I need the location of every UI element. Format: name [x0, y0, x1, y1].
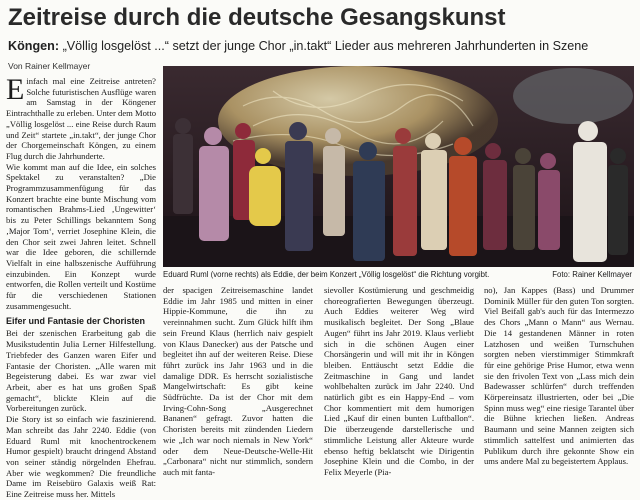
byline: Von Rainer Kellmayer: [8, 61, 91, 71]
article-column-4: [484, 285, 634, 467]
paragraph-intro: infach mal eine Zeitreise antreten? Solche futuristischen Ausflüge waren am Samstag in der Köngener Eintrachthalle zu erleben. Unter dem Motto „Völlig losgelöst ... eine Reise durch Raum und Zeit“ startete „in.takt“, der junge Chor der Chorgemeinschaft Köngen, zu einem Flug durch die Jahrhunderte.: [6, 76, 156, 161]
paragraph-idea: Wie kommt man auf die Idee, ein solches Spektakel zu veranstalten? „Die Programmzusammenfügung für das Konzert brachte eine bunte Mischung vom romantischen Brahms-Lied ‚Ungewitter‘ bis zu Peter Schillings bekanntem Song ‚Major Tom‘, verriet Josephine Klein, die den Chor seit zwei Jahren leitet. Schnell war die Idee geboren, die schillernde Vielfalt in eine halbszenische Aufführung einzubinden. Ein Konzept wurde entworfen, die Rollen verteilt und Kostüme für die verschiedenen Stationen zusammengesucht.: [6, 161, 156, 311]
article-column-3: [324, 285, 474, 477]
paragraph-rehearsal: Bei der szenischen Erarbeitung gab die Musikstudentin Julia Lerner Hilfestellung. Triebfeder des Ganzen waren Eifer und Fantasie der Choristen. „Alle waren mit Begeisterung dabei. Es war zwar viel Arbeit, aber es hat uns großen Spaß gemacht“, blickte Klein auf die Vorbereitungen zurück.: [6, 328, 156, 414]
column-2-text: der spacigen Zeitreisemaschine landet Eddie im Jahr 1985 und mitten in einer Hippie-Kommune, die ihn zu vereinnahmen sucht. Zum Glück hilft ihm sein Freund Klaus (herrlich naiv gespielt von Klaus Danecker) aus der Patsche und begleitet ihn auf der weiteren Reise. Diese führt zurück ins Jahr 1963 und in die damalige DDR. Es herrscht sozialistische Mangelwirtschaft: Es gibt keine Südfrüchte. Da ist der Chor mit dem Irving-Cohn-Song „Ausgerechnet Bananen“ gefragt. Zuvor hatten die Choristen bereits mit zündenden Liedern wie „Ich war noch niemals in New York“ oder dem Neue-Deutsche-Welle-Hit „Carbonara“ nicht nur stimmlich, sondern auch mit fanta-: [163, 285, 313, 477]
column-3-text: sievoller Kostümierung und geschmeidig choreografierten Bewegungen überzeugt. Auch Eddies weiterer Weg wird musikalisch begleitet. Der Song „Blaue Augen“ führt ins Jahr 2019. Klaus verliebt sich in die schönen Augen einer Chorsängerin und will mit ihr in Köngen bleiben. Enttäuscht setzt Eddie die Zeitmaschine in Gang und landet wohlbehalten zurück im Jahr 2240. Und natürlich gibt es ein Happy-End – vom Chor kommentiert mit dem humorigen Lied „Kauf dir einen bunten Luftballon“. Die überzeugende darstellerische und stimmliche Leistung aller Akteure wurde ebenso heftig beklatscht wie Dirigentin Josephine Klein und die Combo, in der Felix Meyerle (Pia-: [324, 285, 474, 477]
subheadline-location: Köngen:: [8, 39, 60, 53]
drop-cap: E: [6, 73, 25, 106]
section-heading: Eifer und Fantasie der Choristen: [6, 316, 146, 327]
photo-caption: Eduard Ruml (vorne rechts) als Eddie, der beim Konzert „Völlig losgelöst“ die Richtung vorgibt.: [163, 270, 490, 279]
subheadline-text: „Völlig losgelöst ...“ setzt der junge Chor „in.takt“ Lieder aus mehreren Jahrhunderten in Szene: [59, 39, 589, 53]
paragraph-story: Die Story ist so einfach wie faszinierend. Man schreibt das Jahr 2240. Eddie (von Eduard Ruml mit knochentrockenem Humor gespielt) braucht dringend Abstand von seiner ständig nörgelnden Ehefrau. Aber wie wegkommen? Die freundliche Dame im Reisebüro Galaxis weiß Rat: Eine Zeitreise muss her. Mittels: [6, 414, 156, 500]
subheadline: [8, 38, 632, 54]
photo-caption-row: [163, 269, 634, 281]
concert-photo: [163, 66, 634, 267]
headline: Zeitreise durch die deutsche Gesangskunst: [8, 4, 506, 31]
choir-on-stage-illustration: [163, 66, 634, 267]
column-4-text: no), Jan Kappes (Bass) und Drummer Dominik Müller für den guten Ton sorgten. Viel Beifall gab's auch für das Intermezzo des Chors „Mann o Mann“ aus Wernau. Die 14 gestandenen Männer in roten Latzhosen und weißen Turnschuhen sorgten neben vierstimmiger Stimmkraft für eine gehörige Prise Humor, etwa wenn sie den frivolen Text von „Lass mich dein Badewasser schlürfen“ durch treffenden Körpereinsatz illustrierten, oder bei „Die Spinn muss weg“ eine riesige Tarantel über die Bühne kriechen ließen. Andreas Baumann und seine Mannen zeigten sich stimmlich sattelfest und animierten das Publikum durch ihre gekonnte Show ein ums andere Mal zu begeistertem Applaus.: [484, 285, 634, 467]
article-column-2: [163, 285, 313, 477]
article-column-1: [6, 73, 156, 500]
photo-credit: Foto: Rainer Kellmayer: [552, 270, 632, 279]
